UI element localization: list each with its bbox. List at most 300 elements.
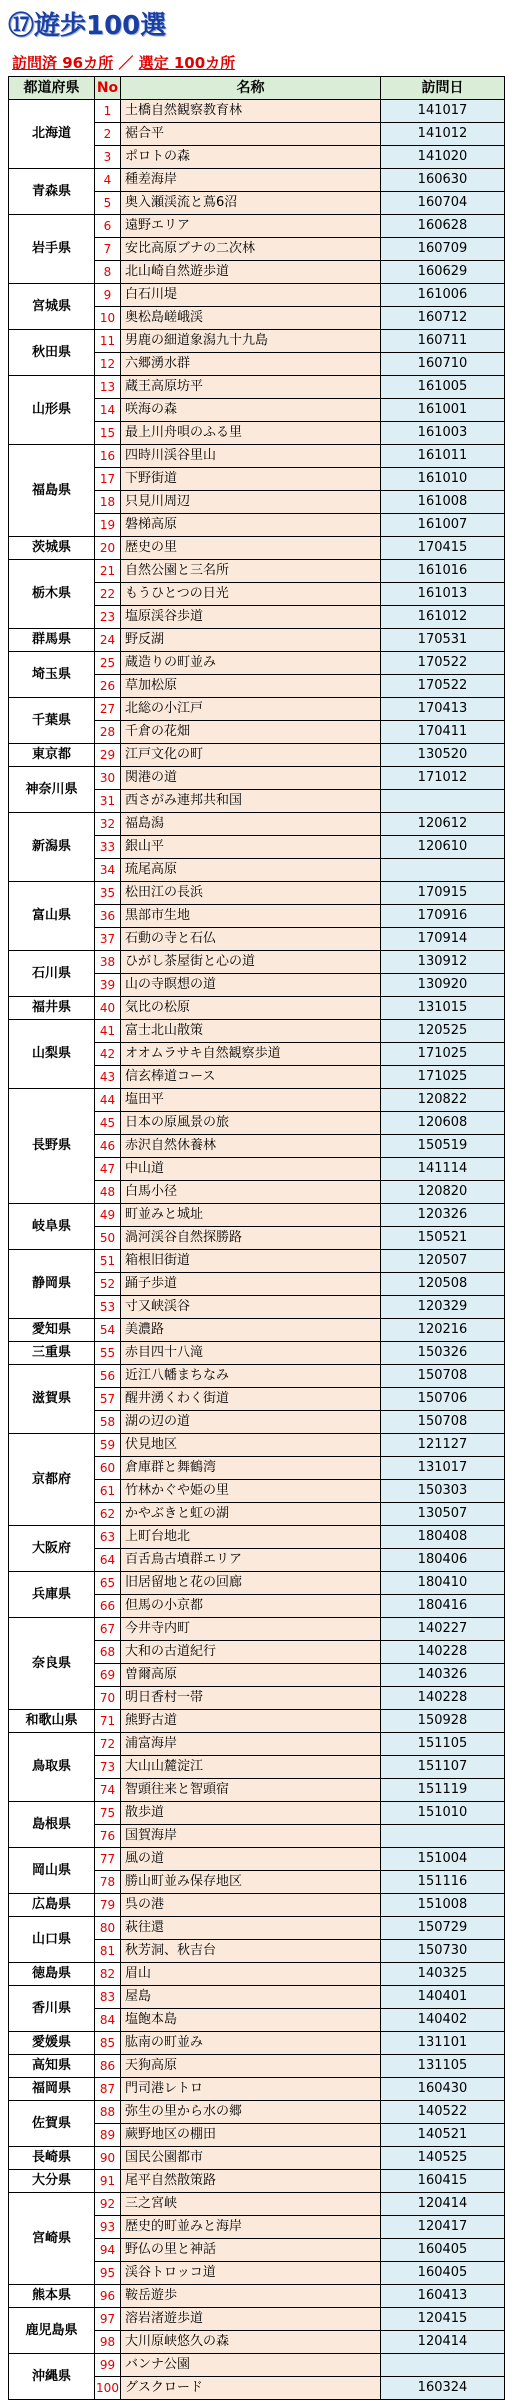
date-cell: 140402 <box>381 2009 505 2032</box>
name-cell: 野仏の里と神話 <box>121 2239 381 2262</box>
prefecture-cell: 群馬県 <box>9 629 95 652</box>
number-cell: 3 <box>95 146 121 169</box>
table-row <box>9 100 505 123</box>
prefecture-cell: 神奈川県 <box>9 767 95 813</box>
name-cell: 塩飽本島 <box>121 2009 381 2032</box>
number-cell: 39 <box>95 974 121 997</box>
number-cell: 67 <box>95 1618 121 1641</box>
number-cell: 27 <box>95 698 121 721</box>
number-cell: 51 <box>95 1250 121 1273</box>
name-cell: 門司港レトロ <box>121 2078 381 2101</box>
table-row <box>9 2078 505 2101</box>
prefecture-cell: 富山県 <box>9 882 95 951</box>
name-cell: 渓谷トロッコ道 <box>121 2262 381 2285</box>
number-cell: 79 <box>95 1894 121 1917</box>
name-cell: 大山山麓淀江 <box>121 1756 381 1779</box>
number-cell: 84 <box>95 2009 121 2032</box>
table-row <box>9 2055 505 2078</box>
date-cell: 180408 <box>381 1526 505 1549</box>
prefecture-cell: 愛知県 <box>9 1319 95 1342</box>
number-cell: 92 <box>95 2193 121 2216</box>
date-cell: 180406 <box>381 1549 505 1572</box>
name-cell: 石動の寺と石仏 <box>121 928 381 951</box>
name-cell: 磐梯高原 <box>121 514 381 537</box>
name-cell: 浦富海岸 <box>121 1733 381 1756</box>
table-row <box>9 813 505 836</box>
name-cell: 踊子歩道 <box>121 1273 381 1296</box>
date-cell: 160712 <box>381 307 505 330</box>
date-cell: 170915 <box>381 882 505 905</box>
date-cell: 161008 <box>381 491 505 514</box>
date-cell: 171025 <box>381 1043 505 1066</box>
name-cell: 伏見地区 <box>121 1434 381 1457</box>
name-cell: 赤沢自然休養林 <box>121 1135 381 1158</box>
number-cell: 31 <box>95 790 121 813</box>
name-cell: 国賀海岸 <box>121 1825 381 1848</box>
number-cell: 45 <box>95 1112 121 1135</box>
name-cell: 北山崎自然遊歩道 <box>121 261 381 284</box>
name-cell: 散歩道 <box>121 1802 381 1825</box>
name-cell: 風の道 <box>121 1848 381 1871</box>
number-cell: 10 <box>95 307 121 330</box>
number-cell: 48 <box>95 1181 121 1204</box>
prefecture-cell: 宮城県 <box>9 284 95 330</box>
number-cell: 59 <box>95 1434 121 1457</box>
date-cell: 140401 <box>381 1986 505 2009</box>
number-cell: 90 <box>95 2147 121 2170</box>
date-cell: 120329 <box>381 1296 505 1319</box>
date-cell: 150519 <box>381 1135 505 1158</box>
name-cell: 鞍岳遊歩 <box>121 2285 381 2308</box>
date-cell: 161003 <box>381 422 505 445</box>
date-cell: 120417 <box>381 2216 505 2239</box>
table-row <box>9 652 505 675</box>
number-cell: 16 <box>95 445 121 468</box>
name-cell: かやぶきと虹の湖 <box>121 1503 381 1526</box>
number-cell: 55 <box>95 1342 121 1365</box>
number-cell: 33 <box>95 836 121 859</box>
date-cell: 170916 <box>381 905 505 928</box>
name-cell: 尾平自然散策路 <box>121 2170 381 2193</box>
name-cell: 奥松島嵯峨渓 <box>121 307 381 330</box>
date-cell: 120820 <box>381 1181 505 1204</box>
number-cell: 2 <box>95 123 121 146</box>
number-cell: 26 <box>95 675 121 698</box>
table-row <box>9 1710 505 1733</box>
prefecture-cell: 岡山県 <box>9 1848 95 1894</box>
trail-table <box>8 76 505 2400</box>
number-cell: 81 <box>95 1940 121 1963</box>
number-cell: 77 <box>95 1848 121 1871</box>
date-cell: 160630 <box>381 169 505 192</box>
date-cell: 120612 <box>381 813 505 836</box>
date-cell: 121127 <box>381 1434 505 1457</box>
number-cell: 76 <box>95 1825 121 1848</box>
table-row <box>9 2101 505 2124</box>
number-cell: 29 <box>95 744 121 767</box>
header-name: 名称 <box>121 77 381 100</box>
name-cell: 塩田平 <box>121 1089 381 1112</box>
number-cell: 89 <box>95 2124 121 2147</box>
name-cell: 江戸文化の町 <box>121 744 381 767</box>
name-cell: 草加松原 <box>121 675 381 698</box>
date-cell <box>381 790 505 813</box>
table-row <box>9 1089 505 1112</box>
name-cell: 種差海岸 <box>121 169 381 192</box>
table-row <box>9 1802 505 1825</box>
number-cell: 46 <box>95 1135 121 1158</box>
name-cell: 気比の松原 <box>121 997 381 1020</box>
number-cell: 21 <box>95 560 121 583</box>
prefecture-cell: 秋田県 <box>9 330 95 376</box>
date-cell: 131105 <box>381 2055 505 2078</box>
date-cell: 150521 <box>381 1227 505 1250</box>
name-cell: 赤目四十八滝 <box>121 1342 381 1365</box>
name-cell: 熊野古道 <box>121 1710 381 1733</box>
date-cell: 160430 <box>381 2078 505 2101</box>
date-cell: 160704 <box>381 192 505 215</box>
table-row <box>9 2170 505 2193</box>
name-cell: 北総の小江戸 <box>121 698 381 721</box>
date-cell: 151010 <box>381 1802 505 1825</box>
date-cell: 131017 <box>381 1457 505 1480</box>
name-cell: 明日香村一帯 <box>121 1687 381 1710</box>
header-date: 訪問日 <box>381 77 505 100</box>
name-cell: 土橋自然観察教育林 <box>121 100 381 123</box>
date-cell: 160629 <box>381 261 505 284</box>
number-cell: 88 <box>95 2101 121 2124</box>
number-cell: 83 <box>95 1986 121 2009</box>
table-row <box>9 2308 505 2331</box>
subtitle <box>12 52 235 73</box>
name-cell: 醒井湧くわく街道 <box>121 1388 381 1411</box>
header-prefecture: 都道府県 <box>9 77 95 100</box>
name-cell: 弥生の里から水の郷 <box>121 2101 381 2124</box>
date-cell: 161016 <box>381 560 505 583</box>
number-cell: 53 <box>95 1296 121 1319</box>
date-cell: 160413 <box>381 2285 505 2308</box>
number-cell: 68 <box>95 1641 121 1664</box>
prefecture-cell: 大阪府 <box>9 1526 95 1572</box>
name-cell: 智頭往来と智頭宿 <box>121 1779 381 1802</box>
table-row <box>9 2032 505 2055</box>
date-cell: 151105 <box>381 1733 505 1756</box>
number-cell: 37 <box>95 928 121 951</box>
number-cell: 71 <box>95 1710 121 1733</box>
name-cell: 黒部市生地 <box>121 905 381 928</box>
selected-count: 選定 100カ所 <box>138 54 236 72</box>
number-cell: 93 <box>95 2216 121 2239</box>
date-cell: 170415 <box>381 537 505 560</box>
date-cell: 150729 <box>381 1917 505 1940</box>
name-cell: 秋芳洞、秋吉台 <box>121 1940 381 1963</box>
table-row <box>9 1618 505 1641</box>
date-cell: 141020 <box>381 146 505 169</box>
date-cell: 140521 <box>381 2124 505 2147</box>
date-cell: 141012 <box>381 123 505 146</box>
number-cell: 80 <box>95 1917 121 1940</box>
date-cell: 140325 <box>381 1963 505 1986</box>
name-cell: 富士北山散策 <box>121 1020 381 1043</box>
name-cell: 安比高原ブナの二次林 <box>121 238 381 261</box>
date-cell: 151004 <box>381 1848 505 1871</box>
name-cell: 蔵造りの町並み <box>121 652 381 675</box>
table-row <box>9 744 505 767</box>
prefecture-cell: 石川県 <box>9 951 95 997</box>
name-cell: もうひとつの日光 <box>121 583 381 606</box>
number-cell: 94 <box>95 2239 121 2262</box>
name-cell: 蔵王高原坊平 <box>121 376 381 399</box>
table-row <box>9 215 505 238</box>
number-cell: 15 <box>95 422 121 445</box>
date-cell: 120415 <box>381 2308 505 2331</box>
name-cell: 竹林かぐや姫の里 <box>121 1480 381 1503</box>
number-cell: 50 <box>95 1227 121 1250</box>
prefecture-cell: 広島県 <box>9 1894 95 1917</box>
table-row <box>9 376 505 399</box>
date-cell <box>381 2354 505 2377</box>
date-cell <box>381 859 505 882</box>
page-title: ⑰遊歩100選 <box>8 11 167 41</box>
name-cell: 白馬小径 <box>121 1181 381 1204</box>
date-cell: 140228 <box>381 1687 505 1710</box>
prefecture-cell: 沖縄県 <box>9 2354 95 2400</box>
date-cell: 180416 <box>381 1595 505 1618</box>
date-cell: 120216 <box>381 1319 505 1342</box>
number-cell: 98 <box>95 2331 121 2354</box>
name-cell: 渦河渓谷自然探勝路 <box>121 1227 381 1250</box>
date-cell: 120822 <box>381 1089 505 1112</box>
table-row <box>9 2147 505 2170</box>
number-cell: 60 <box>95 1457 121 1480</box>
name-cell: 湖の辺の道 <box>121 1411 381 1434</box>
date-cell: 160709 <box>381 238 505 261</box>
name-cell: 曽爾高原 <box>121 1664 381 1687</box>
date-cell: 161007 <box>381 514 505 537</box>
number-cell: 82 <box>95 1963 121 1986</box>
name-cell: 眉山 <box>121 1963 381 1986</box>
table-row <box>9 1733 505 1756</box>
name-cell: 但馬の小京都 <box>121 1595 381 1618</box>
number-cell: 91 <box>95 2170 121 2193</box>
prefecture-cell: 長崎県 <box>9 2147 95 2170</box>
date-cell: 180410 <box>381 1572 505 1595</box>
number-cell: 19 <box>95 514 121 537</box>
number-cell: 62 <box>95 1503 121 1526</box>
number-cell: 11 <box>95 330 121 353</box>
name-cell: 銀山平 <box>121 836 381 859</box>
prefecture-cell: 千葉県 <box>9 698 95 744</box>
name-cell: ひがし茶屋街と心の道 <box>121 951 381 974</box>
date-cell: 161011 <box>381 445 505 468</box>
date-cell: 171012 <box>381 767 505 790</box>
date-cell: 160415 <box>381 2170 505 2193</box>
number-cell: 20 <box>95 537 121 560</box>
number-cell: 41 <box>95 1020 121 1043</box>
name-cell: 美濃路 <box>121 1319 381 1342</box>
number-cell: 65 <box>95 1572 121 1595</box>
number-cell: 47 <box>95 1158 121 1181</box>
name-cell: 最上川舟唄のふる里 <box>121 422 381 445</box>
name-cell: 只見川周辺 <box>121 491 381 514</box>
name-cell: 西さがみ連邦共和国 <box>121 790 381 813</box>
name-cell: 百舌鳥古墳群エリア <box>121 1549 381 1572</box>
name-cell: 萩往還 <box>121 1917 381 1940</box>
table-row <box>9 2193 505 2216</box>
number-cell: 25 <box>95 652 121 675</box>
date-cell: 140228 <box>381 1641 505 1664</box>
name-cell: 咲海の森 <box>121 399 381 422</box>
name-cell: 六郷湧水群 <box>121 353 381 376</box>
table-row <box>9 1342 505 1365</box>
prefecture-cell: 山口県 <box>9 1917 95 1963</box>
name-cell: ポロトの森 <box>121 146 381 169</box>
number-cell: 5 <box>95 192 121 215</box>
table-row <box>9 1848 505 1871</box>
number-cell: 52 <box>95 1273 121 1296</box>
date-cell: 161006 <box>381 284 505 307</box>
name-cell: 国民公園都市 <box>121 2147 381 2170</box>
date-cell: 141017 <box>381 100 505 123</box>
prefecture-cell: 熊本県 <box>9 2285 95 2308</box>
table-row <box>9 1917 505 1940</box>
date-cell: 151107 <box>381 1756 505 1779</box>
number-cell: 44 <box>95 1089 121 1112</box>
date-cell: 120326 <box>381 1204 505 1227</box>
number-cell: 57 <box>95 1388 121 1411</box>
date-cell: 170914 <box>381 928 505 951</box>
name-cell: 野反湖 <box>121 629 381 652</box>
number-cell: 64 <box>95 1549 121 1572</box>
prefecture-cell: 京都府 <box>9 1434 95 1526</box>
name-cell: オオムラサキ自然観察歩道 <box>121 1043 381 1066</box>
date-cell: 120414 <box>381 2193 505 2216</box>
date-cell: 131015 <box>381 997 505 1020</box>
table-row <box>9 1572 505 1595</box>
name-cell: 屋島 <box>121 1986 381 2009</box>
date-cell: 160628 <box>381 215 505 238</box>
prefecture-cell: 青森県 <box>9 169 95 215</box>
date-cell: 120414 <box>381 2331 505 2354</box>
number-cell: 58 <box>95 1411 121 1434</box>
date-cell: 160710 <box>381 353 505 376</box>
name-cell: 近江八幡まちなみ <box>121 1365 381 1388</box>
table-row <box>9 330 505 353</box>
number-cell: 54 <box>95 1319 121 1342</box>
number-cell: 36 <box>95 905 121 928</box>
prefecture-cell: 福島県 <box>9 445 95 537</box>
prefecture-cell: 大分県 <box>9 2170 95 2193</box>
name-cell: 山の寺瞑想の道 <box>121 974 381 997</box>
number-cell: 61 <box>95 1480 121 1503</box>
number-cell: 97 <box>95 2308 121 2331</box>
table-row <box>9 1986 505 2009</box>
number-cell: 99 <box>95 2354 121 2377</box>
table-row <box>9 1434 505 1457</box>
table-row <box>9 698 505 721</box>
date-cell: 150928 <box>381 1710 505 1733</box>
table-row <box>9 2354 505 2377</box>
table-row <box>9 1319 505 1342</box>
table-header-row <box>9 77 505 100</box>
prefecture-cell: 滋賀県 <box>9 1365 95 1434</box>
number-cell: 14 <box>95 399 121 422</box>
prefecture-cell: 岩手県 <box>9 215 95 284</box>
prefecture-cell: 長野県 <box>9 1089 95 1204</box>
number-cell: 66 <box>95 1595 121 1618</box>
date-cell: 151008 <box>381 1894 505 1917</box>
name-cell: 日本の原風景の旅 <box>121 1112 381 1135</box>
table-row <box>9 284 505 307</box>
date-cell: 120608 <box>381 1112 505 1135</box>
date-cell: 140326 <box>381 1664 505 1687</box>
number-cell: 43 <box>95 1066 121 1089</box>
name-cell: 三之宮峡 <box>121 2193 381 2216</box>
number-cell: 40 <box>95 997 121 1020</box>
name-cell: 大川原峡悠久の森 <box>121 2331 381 2354</box>
date-cell: 161013 <box>381 583 505 606</box>
number-cell: 35 <box>95 882 121 905</box>
name-cell: バンナ公園 <box>121 2354 381 2377</box>
date-cell: 161010 <box>381 468 505 491</box>
table-row <box>9 1365 505 1388</box>
table-row <box>9 1526 505 1549</box>
number-cell: 6 <box>95 215 121 238</box>
number-cell: 22 <box>95 583 121 606</box>
date-cell: 150730 <box>381 1940 505 1963</box>
prefecture-cell: 山形県 <box>9 376 95 445</box>
name-cell: 琉尾高原 <box>121 859 381 882</box>
date-cell: 170522 <box>381 652 505 675</box>
number-cell: 7 <box>95 238 121 261</box>
table-row <box>9 537 505 560</box>
prefecture-cell: 山梨県 <box>9 1020 95 1089</box>
prefecture-cell: 福岡県 <box>9 2078 95 2101</box>
date-cell: 170413 <box>381 698 505 721</box>
prefecture-cell: 和歌山県 <box>9 1710 95 1733</box>
date-cell: 160405 <box>381 2239 505 2262</box>
date-cell: 141114 <box>381 1158 505 1181</box>
separator: ／ <box>118 54 134 72</box>
table-row <box>9 2285 505 2308</box>
number-cell: 28 <box>95 721 121 744</box>
name-cell: 遠野エリア <box>121 215 381 238</box>
number-cell: 23 <box>95 606 121 629</box>
name-cell: 松田江の長浜 <box>121 882 381 905</box>
name-cell: 呉の港 <box>121 1894 381 1917</box>
number-cell: 49 <box>95 1204 121 1227</box>
number-cell: 24 <box>95 629 121 652</box>
table-row <box>9 169 505 192</box>
number-cell: 17 <box>95 468 121 491</box>
prefecture-cell: 愛媛県 <box>9 2032 95 2055</box>
prefecture-cell: 埼玉県 <box>9 652 95 698</box>
name-cell: 関港の道 <box>121 767 381 790</box>
number-cell: 100 <box>95 2377 121 2400</box>
date-cell: 130920 <box>381 974 505 997</box>
date-cell: 140227 <box>381 1618 505 1641</box>
number-cell: 75 <box>95 1802 121 1825</box>
number-cell: 32 <box>95 813 121 836</box>
prefecture-cell: 香川県 <box>9 1986 95 2032</box>
table-row <box>9 997 505 1020</box>
name-cell: 歴史的町並みと海岸 <box>121 2216 381 2239</box>
name-cell: 肱南の町並み <box>121 2032 381 2055</box>
date-cell: 150708 <box>381 1411 505 1434</box>
date-cell: 140525 <box>381 2147 505 2170</box>
number-cell: 13 <box>95 376 121 399</box>
date-cell: 160324 <box>381 2377 505 2400</box>
